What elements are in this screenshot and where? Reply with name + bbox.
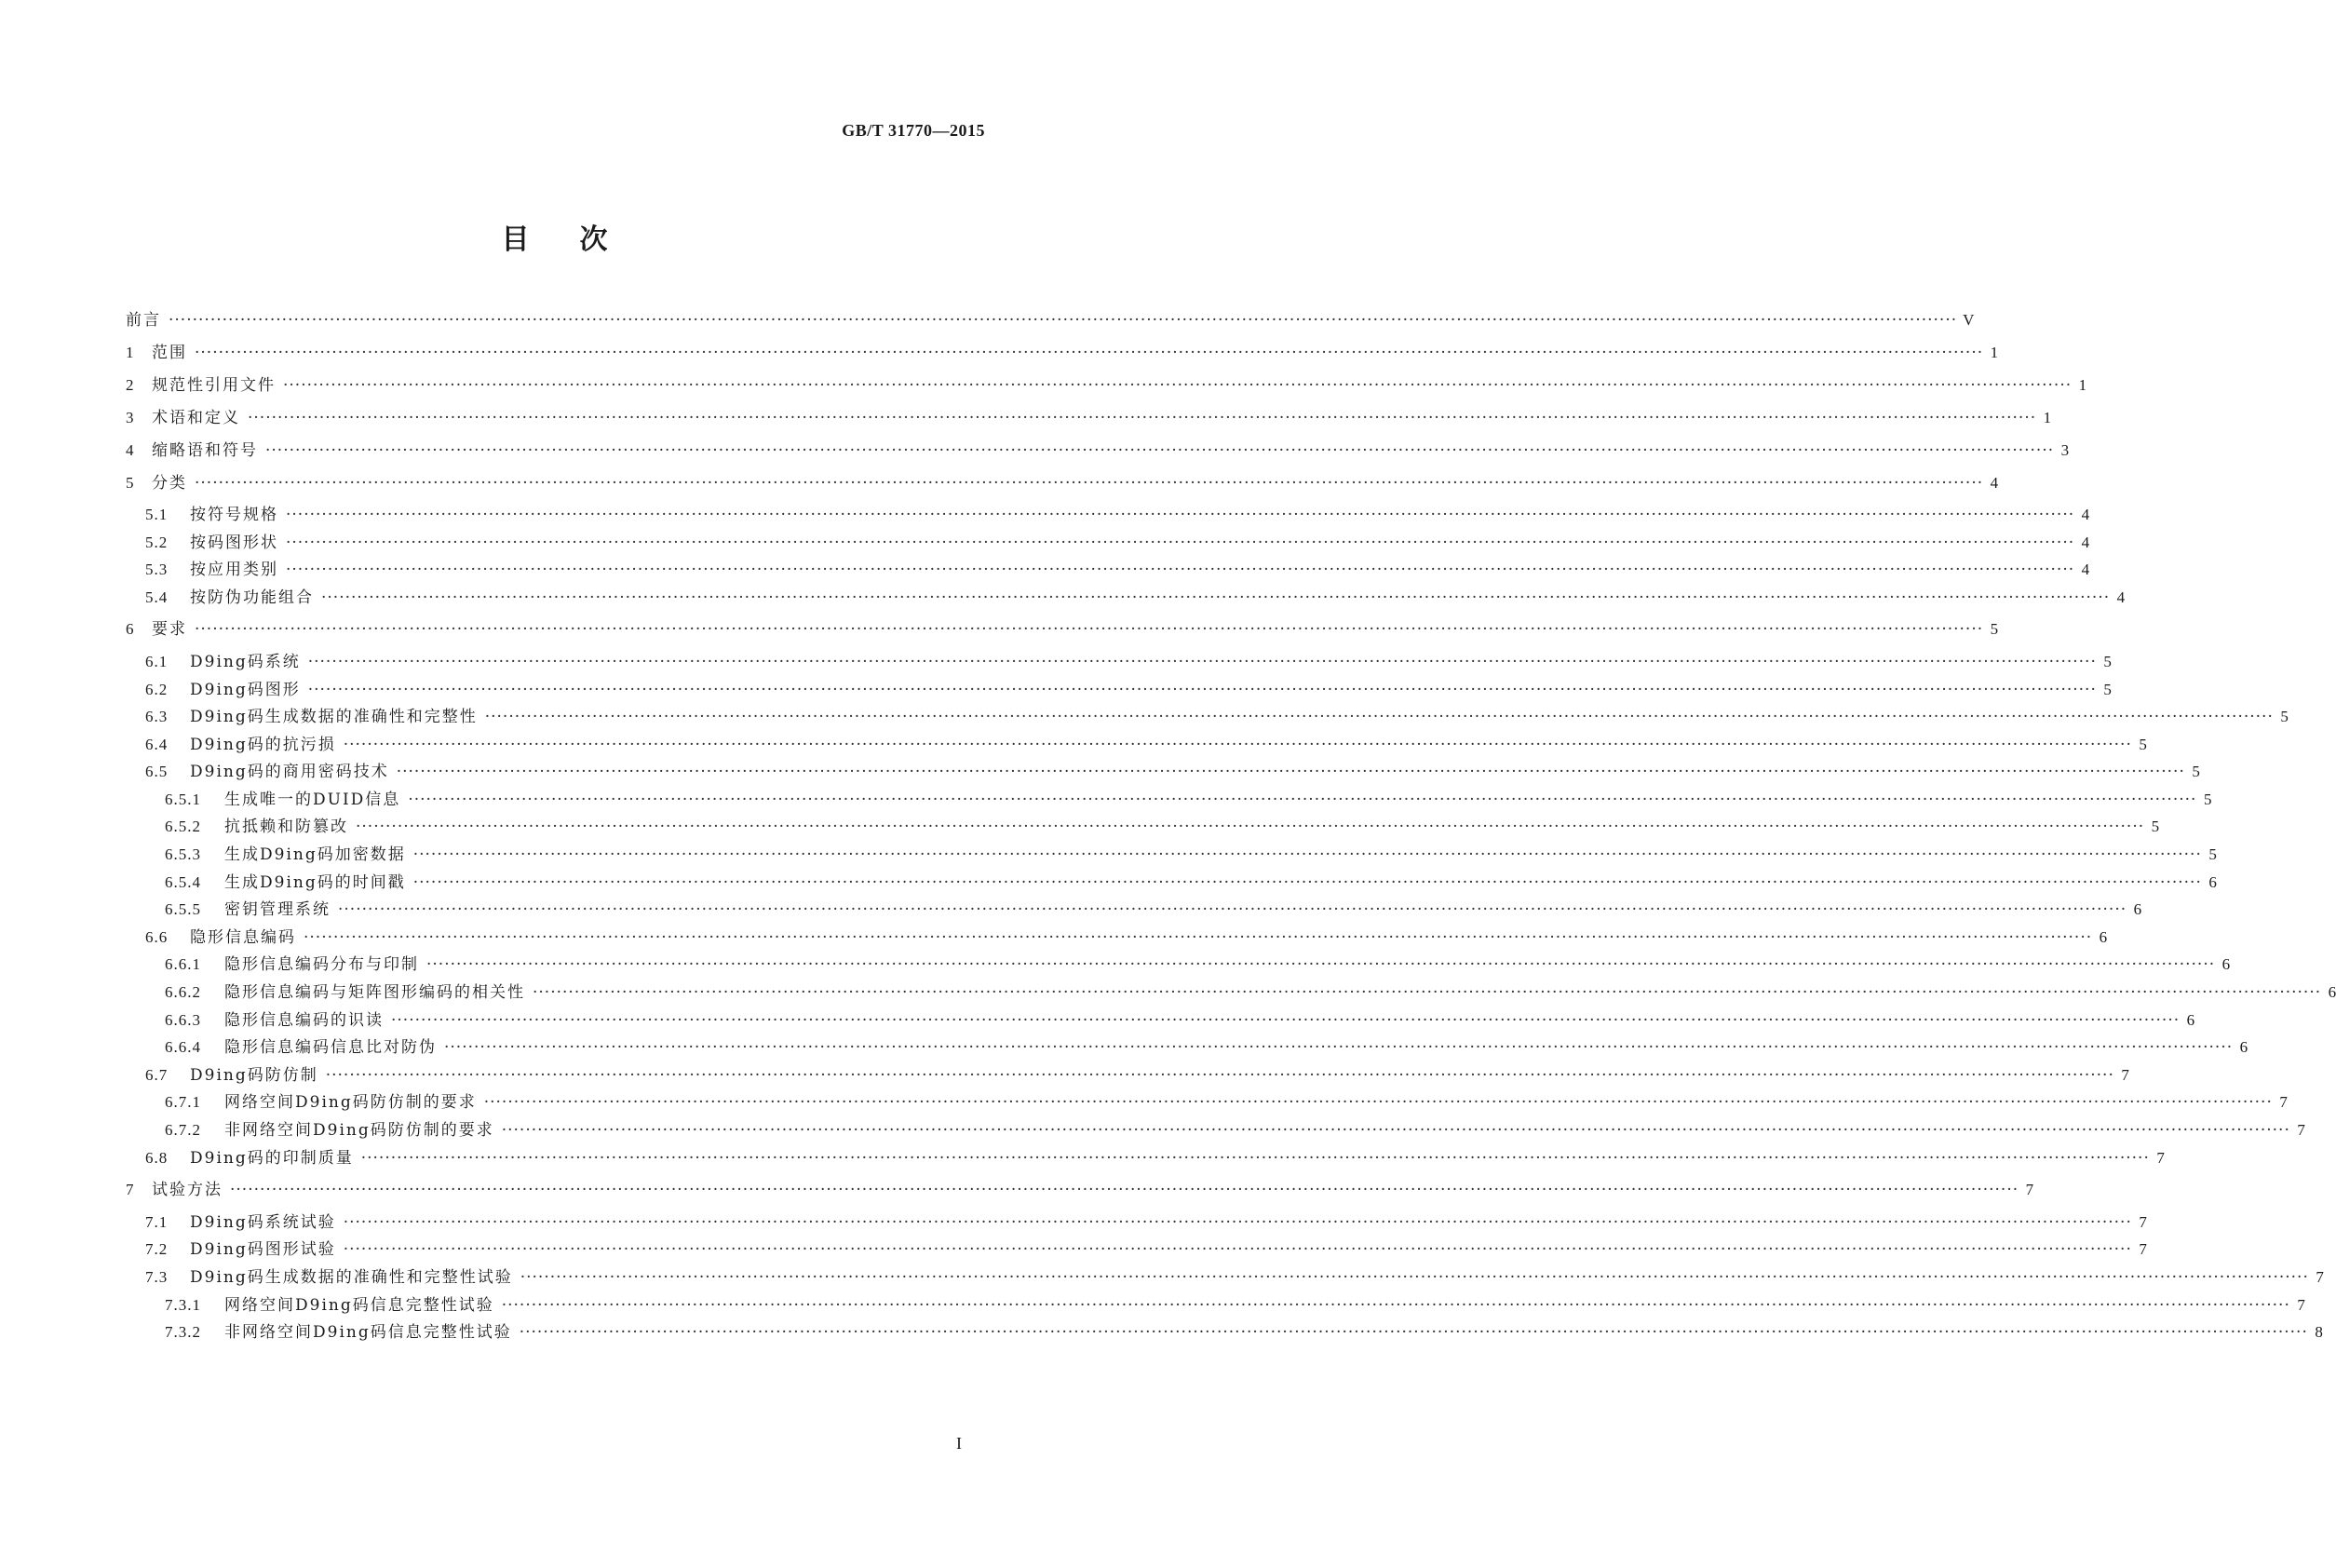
toc-entry-number: 3: [126, 409, 135, 426]
toc-entry-page: 6: [2221, 955, 2231, 973]
toc-entry-number: 7.2: [145, 1240, 169, 1258]
toc-entry-page: 7: [2316, 1268, 2324, 1286]
toc-entry[interactable]: [126, 1091, 2288, 1114]
toc-dot-leader: ············································································································································································································································································································: [519, 1323, 2308, 1342]
toc-entry-page: 6: [2099, 928, 2108, 946]
toc-entry-number: 6.6: [145, 928, 169, 946]
toc-entry-page: 5: [2280, 708, 2289, 725]
toc-dot-leader: ············································································································································································································································································································: [501, 1296, 2290, 1315]
toc-entry-page: 6: [2239, 1038, 2248, 1056]
toc-entry[interactable]: [126, 651, 2112, 673]
toc-entry-title: 试验方法: [152, 1181, 223, 1199]
toc-entry[interactable]: [126, 1238, 2147, 1261]
toc-entry[interactable]: [126, 926, 2108, 949]
toc-dot-leader: ············································································································································································································································································································: [501, 1121, 2290, 1140]
toc-entry-page: 5: [2203, 791, 2212, 808]
toc-entry[interactable]: [126, 1211, 2147, 1234]
toc-entry-number: 5: [126, 474, 135, 492]
toc-entry-page: 7: [2297, 1121, 2305, 1139]
toc-dot-leader: ············································································································································································································································································································: [195, 474, 1984, 493]
toc-dot-leader: ············································································································································································································································································································: [325, 1066, 2114, 1085]
toc-entry-title: D9ing码的印制质量: [190, 1149, 354, 1168]
toc-entry-title: 非网络空间D9ing码信息完整性试验: [224, 1323, 512, 1342]
toc-dot-leader: ············································································································································································································································································································: [286, 561, 2075, 579]
toc-entry-page: 5: [2192, 763, 2200, 780]
toc-dot-leader: ············································································································································································································································································································: [286, 534, 2075, 552]
toc-entry-page: 4: [2081, 506, 2090, 523]
toc-entry-page: 3: [2060, 441, 2070, 459]
toc-dot-leader: ············································································································································································································································································································: [321, 588, 2111, 607]
toc-entry-title: 按应用类别: [190, 561, 278, 579]
toc-entry-title: D9ing码系统: [190, 653, 301, 671]
page-folio: I: [956, 1434, 962, 1453]
toc-entry-page: 7: [2139, 1213, 2147, 1231]
toc-entry-page: 4: [2081, 561, 2090, 578]
toc-entry-number: 6.6.4: [165, 1038, 201, 1056]
toc-entry-title: 隐形信息编码与矩阵图形编码的相关性: [224, 983, 525, 1002]
toc-entry-title: 网络空间D9ing码防仿制的要求: [224, 1093, 477, 1112]
toc-entry-title: D9ing码生成数据的准确性和完整性: [190, 708, 478, 726]
toc-entry-page: 7: [2156, 1149, 2165, 1167]
toc-dot-leader: ············································································································································································································································································································: [169, 311, 1958, 330]
toc-dot-leader: ············································································································································································································································································································: [426, 955, 2216, 974]
toc-entry[interactable]: [126, 559, 2090, 581]
toc-entry-title: D9ing码防仿制: [190, 1066, 318, 1085]
toc-entry[interactable]: [126, 789, 2212, 811]
toc-entry-title: 前言: [126, 311, 161, 330]
toc-entry[interactable]: [126, 1064, 2129, 1087]
toc-entry-title: 隐形信息编码: [190, 928, 296, 947]
toc-entry-title: 按防伪功能组合: [190, 588, 314, 607]
toc-entry-page: 6: [2186, 1011, 2195, 1029]
toc-entry-page: 4: [2116, 588, 2126, 606]
toc-dot-leader: ············································································································································································································································································································: [408, 791, 2197, 809]
toc-entry-number: 4: [126, 441, 135, 459]
toc-entry-number: 6.5.3: [165, 845, 201, 863]
toc-entry[interactable]: [126, 1147, 2165, 1169]
toc-entry-title: D9ing码系统试验: [190, 1213, 336, 1232]
toc-entry-number: 5.2: [145, 534, 169, 551]
toc-entry-number: 6.5.4: [165, 873, 201, 891]
toc-dot-leader: ············································································································································································································································································································: [195, 344, 1984, 362]
toc-entry-number: 6: [126, 620, 135, 638]
toc-entry-number: 6.1: [145, 653, 169, 670]
toc-entry[interactable]: [126, 407, 2052, 429]
toc-entry-page: 5: [1990, 620, 1999, 638]
toc-entry-number: 5.4: [145, 588, 169, 606]
toc-entry-number: 6.5.2: [165, 818, 201, 835]
toc-dot-leader: ············································································································································································································································································································: [360, 1149, 2150, 1168]
toc-dot-leader: ············································································································································································································································································································: [412, 845, 2202, 864]
toc-entry-number: 7.3.2: [165, 1323, 201, 1341]
toc-entry-number: 7: [126, 1181, 135, 1198]
toc-dot-leader: ············································································································································································································································································································: [520, 1268, 2309, 1287]
toc-entry-page: 5: [2103, 653, 2112, 670]
toc-entry-title: 隐形信息编码分布与印制: [224, 955, 419, 974]
toc-entry[interactable]: [126, 439, 2070, 462]
toc-entry-page: 4: [2081, 534, 2090, 551]
toc-entry-title: 按码图形状: [190, 534, 278, 552]
toc-entry[interactable]: [126, 1294, 2305, 1317]
toc-entry[interactable]: [126, 761, 2200, 783]
toc-entry-title: D9ing码的抗污损: [190, 736, 336, 754]
toc-dot-leader: ············································································································································································································································································································: [338, 900, 2127, 919]
toc-entry[interactable]: [126, 706, 2289, 728]
toc-dot-leader: ············································································································································································································································································································: [230, 1181, 2019, 1199]
toc-dot-leader: ············································································································································································································································································································: [483, 1093, 2273, 1112]
toc-entry-title: 网络空间D9ing码信息完整性试验: [224, 1296, 494, 1315]
toc-entry-title: 术语和定义: [152, 409, 240, 427]
toc-entry[interactable]: [126, 953, 2231, 976]
toc-entry-number: 7.3.1: [165, 1296, 201, 1314]
toc-dot-leader: ············································································································································································································································································································: [412, 873, 2202, 892]
toc-entry-page: 6: [2133, 900, 2142, 918]
toc-entry-title: 规范性引用文件: [152, 376, 276, 395]
toc-entry-title: 缩略语和符号: [152, 441, 258, 460]
toc-entry-title: D9ing码图形: [190, 681, 301, 699]
toc-dot-leader: ············································································································································································································································································································: [343, 1240, 2132, 1259]
toc-entry-title: 抗抵赖和防篡改: [224, 818, 348, 836]
toc-dot-leader: ············································································································································································································································································································: [356, 818, 2145, 836]
toc-entry-title: D9ing码的商用密码技术: [190, 763, 389, 781]
toc-entry-number: 6.6.1: [165, 955, 201, 973]
toc-entry-title: D9ing码图形试验: [190, 1240, 336, 1259]
toc-entry-page: 5: [2139, 736, 2147, 753]
toc-dot-leader: ············································································································································································································································································································: [533, 983, 2322, 1002]
toc-dot-leader: ············································································································································································································································································································: [307, 681, 2097, 699]
toc-entry[interactable]: [126, 618, 1999, 641]
toc-entry[interactable]: [126, 504, 2090, 526]
toc-entry-number: 6.6.3: [165, 1011, 201, 1029]
toc-entry-number: 6.8: [145, 1149, 169, 1167]
toc-entry[interactable]: [126, 816, 2160, 838]
toc-entry-title: 生成唯一的DUID信息: [224, 791, 401, 809]
toc-dot-leader: ············································································································································································································································································································: [283, 376, 2073, 395]
toc-entry-number: 6.7.1: [165, 1093, 201, 1111]
toc-entry[interactable]: [126, 1321, 2323, 1344]
toc-entry-number: 6.3: [145, 708, 169, 725]
toc-entry-title: 密钥管理系统: [224, 900, 331, 919]
toc-entry-page: 7: [2139, 1240, 2147, 1258]
toc-dot-leader: ············································································································································································································································································································: [304, 928, 2093, 947]
toc-entry-number: 2: [126, 376, 135, 394]
toc-entry-number: 6.5.5: [165, 900, 201, 918]
page-title: 目次: [501, 223, 658, 256]
toc-dot-leader: ············································································································································································································································································································: [343, 736, 2132, 754]
toc-entry-number: 5.3: [145, 561, 169, 578]
toc-entry-number: 6.6.2: [165, 983, 201, 1001]
toc-dot-leader: ············································································································································································································································································································: [396, 763, 2185, 781]
toc-entry[interactable]: [126, 1009, 2195, 1032]
toc-entry-number: 6.7: [145, 1066, 169, 1084]
toc-entry-page: 1: [1990, 344, 1999, 361]
toc-entry-number: 6.2: [145, 681, 169, 698]
toc-entry-title: 范围: [152, 344, 187, 362]
toc-entry[interactable]: [126, 309, 1975, 331]
toc-dot-leader: ············································································································································································································································································································: [444, 1038, 2234, 1057]
toc-entry[interactable]: [126, 844, 2217, 866]
toc-entry[interactable]: [126, 1179, 2034, 1201]
toc-entry[interactable]: [126, 374, 2087, 397]
toc-entry[interactable]: [126, 587, 2126, 609]
toc-entry-number: 7.1: [145, 1213, 169, 1231]
toc-entry-title: 隐形信息编码的识读: [224, 1011, 384, 1030]
toc-dot-leader: ············································································································································································································································································································: [248, 409, 2037, 427]
toc-entry-page: 7: [2025, 1181, 2034, 1198]
standard-number: GB/T 31770—2015: [842, 121, 985, 140]
toc-dot-leader: ············································································································································································································································································································: [343, 1213, 2132, 1232]
toc-dot-leader: ············································································································································································································································································································: [265, 441, 2055, 460]
toc-entry-title: D9ing码生成数据的准确性和完整性试验: [190, 1268, 513, 1287]
toc-entry-page: 5: [2208, 845, 2217, 863]
toc-dot-leader: ············································································································································································································································································································: [195, 620, 1984, 639]
toc-entry[interactable]: [126, 734, 2147, 756]
toc-entry-title: 分类: [152, 474, 187, 493]
toc-entry-page: 1: [2043, 409, 2052, 426]
toc-entry-title: 生成D9ing码的时间戳: [224, 873, 406, 892]
toc-entry-title: 按符号规格: [190, 506, 278, 524]
toc-entry-page: 8: [2315, 1323, 2323, 1341]
toc-entry-page: 6: [2328, 983, 2336, 1001]
toc-entry-number: 6.7.2: [165, 1121, 201, 1139]
toc-dot-leader: ············································································································································································································································································································: [307, 653, 2097, 671]
toc-entry-number: 1: [126, 344, 135, 361]
toc-entry-title: 生成D9ing码加密数据: [224, 845, 406, 864]
toc-entry[interactable]: [126, 532, 2090, 554]
toc-entry[interactable]: [126, 679, 2112, 701]
toc-entry[interactable]: [126, 342, 1999, 364]
toc-entry-page: 7: [2121, 1066, 2129, 1084]
toc-dot-leader: ············································································································································································································································································································: [286, 506, 2075, 524]
toc-dot-leader: ············································································································································································································································································································: [391, 1011, 2181, 1030]
toc-entry-page: 4: [1990, 474, 1999, 492]
toc-entry-page: 6: [2208, 873, 2217, 891]
toc-entry[interactable]: [126, 872, 2217, 894]
toc-entry[interactable]: [126, 472, 1999, 494]
toc-entry-page: V: [1963, 311, 1975, 329]
toc-entry-title: 隐形信息编码信息比对防伪: [224, 1038, 437, 1057]
toc-entry-number: 5.1: [145, 506, 169, 523]
toc-entry-page: 7: [2279, 1093, 2288, 1111]
toc-entry[interactable]: [126, 899, 2142, 921]
toc-entry[interactable]: [126, 1119, 2305, 1142]
toc-entry-page: 5: [2151, 818, 2160, 835]
toc-dot-leader: ············································································································································································································································································································: [484, 708, 2274, 726]
toc-entry-title: 非网络空间D9ing码防仿制的要求: [224, 1121, 494, 1140]
toc-entry[interactable]: [126, 1266, 2324, 1289]
toc-entry-number: 6.5.1: [165, 791, 201, 808]
toc-entry-number: 6.5: [145, 763, 169, 780]
toc-entry-page: 7: [2297, 1296, 2305, 1314]
toc-entry-page: 5: [2103, 681, 2112, 698]
toc-entry[interactable]: [126, 1036, 2248, 1059]
toc-entry-page: 1: [2078, 376, 2087, 394]
toc-entry[interactable]: [126, 981, 2336, 1004]
toc-entry-number: 6.4: [145, 736, 169, 753]
toc-entry-title: 要求: [152, 620, 187, 639]
toc-entry-number: 7.3: [145, 1268, 169, 1286]
